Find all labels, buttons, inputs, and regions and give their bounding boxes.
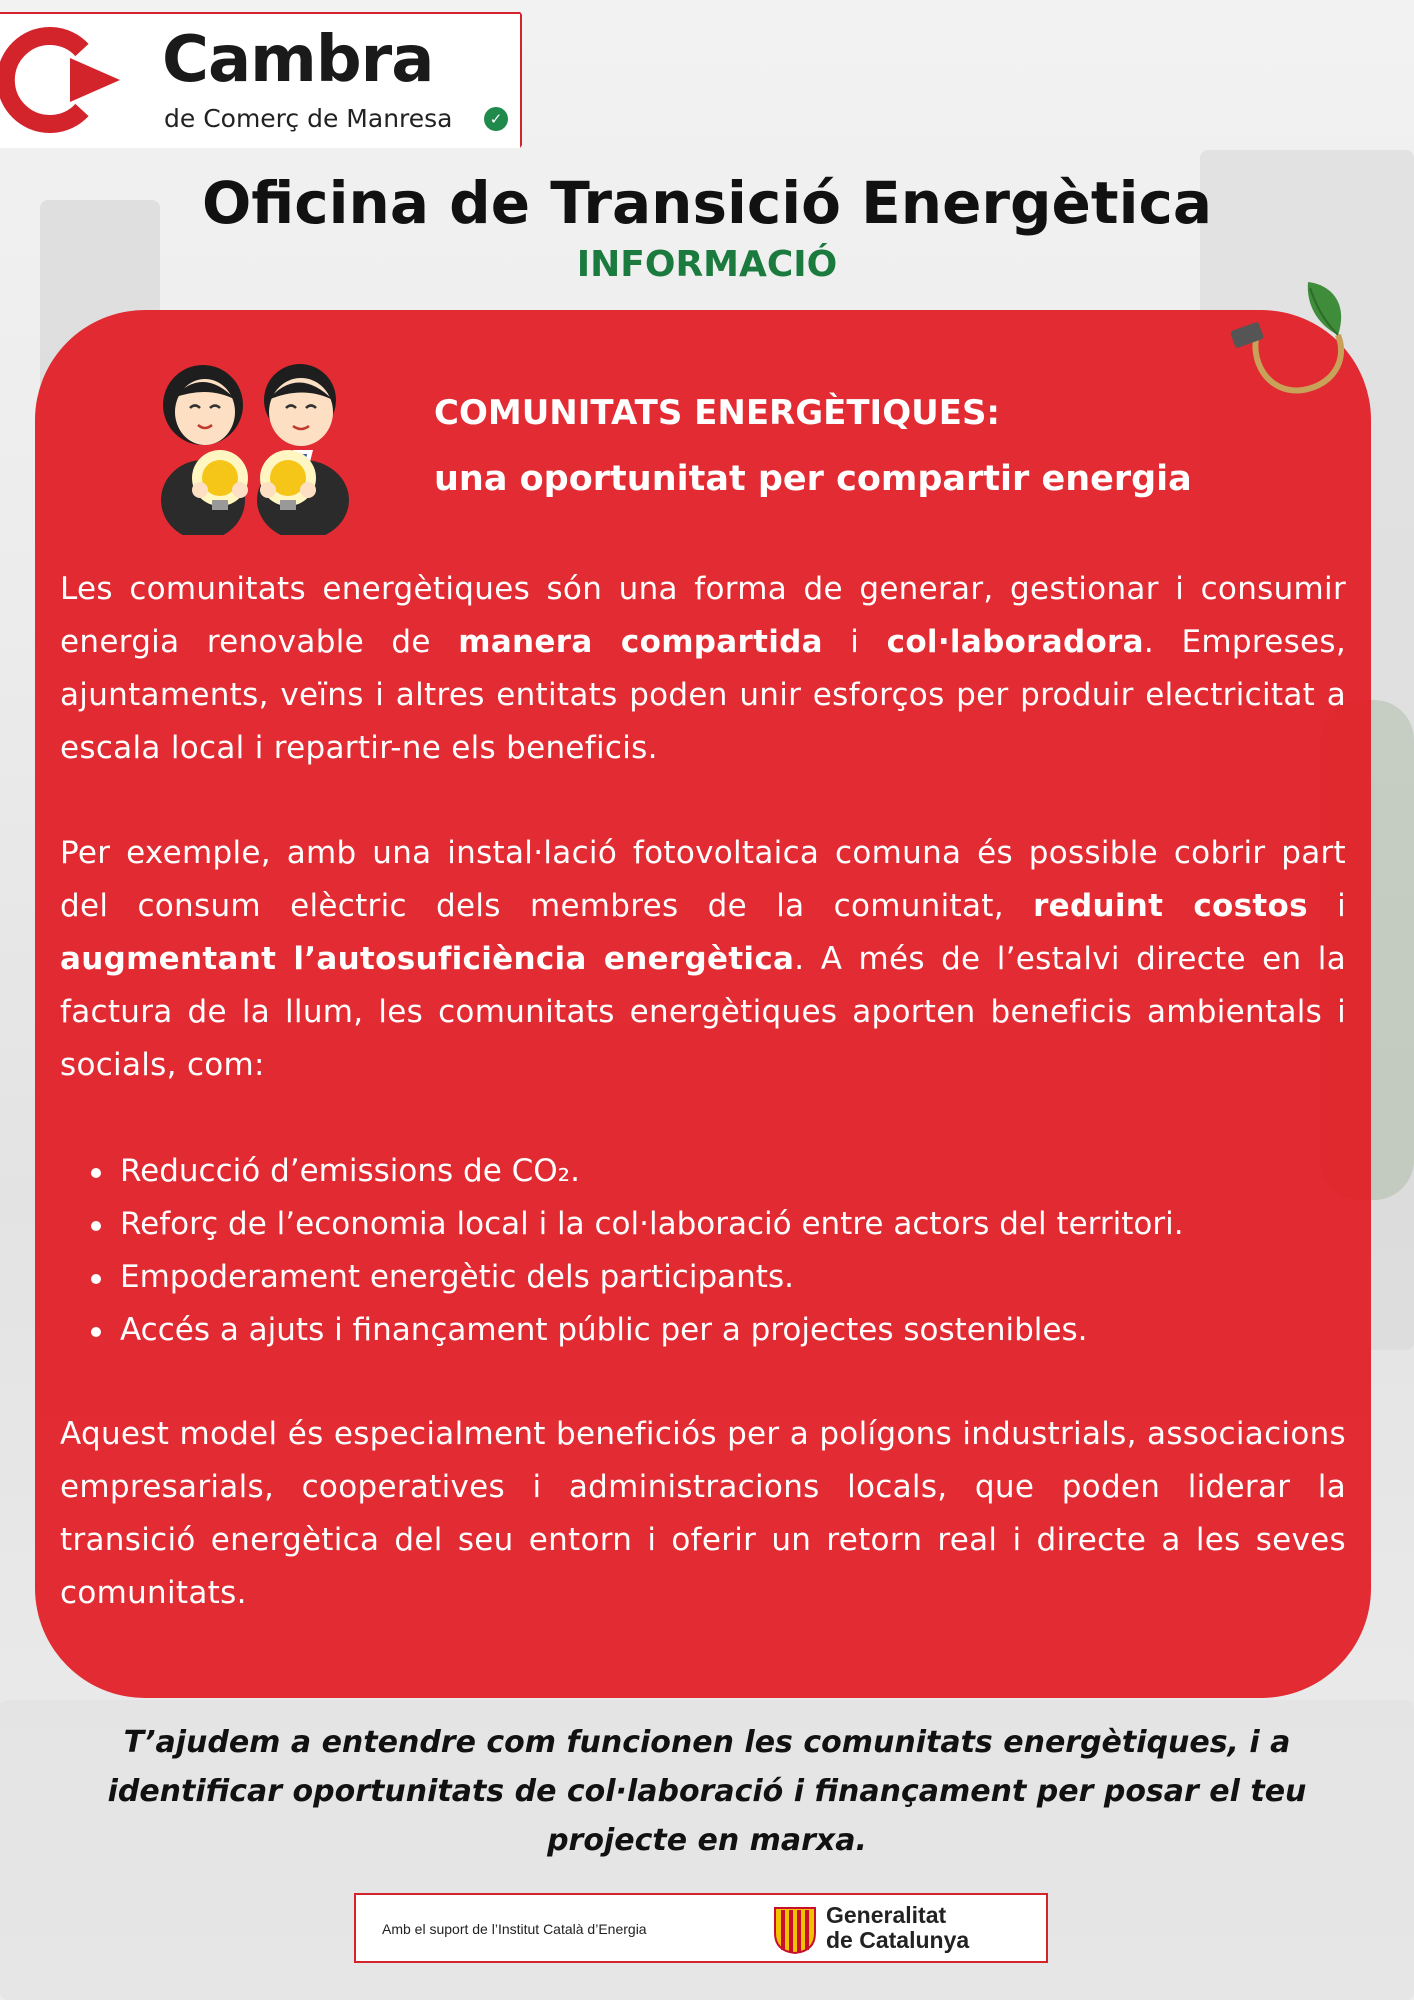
card-heading: COMUNITATS ENERGÈTIQUES: — [434, 393, 1001, 433]
list-item: Accés a ajuts i finançament públic per a projectes sostenibles. — [60, 1304, 1346, 1357]
cambra-logo-icon — [0, 12, 150, 148]
gencat-line1: Generalitat — [826, 1902, 947, 1928]
list-item: Reforç de l’economia local i la col·laboració entre actors del territori. — [60, 1198, 1346, 1251]
text-span: Les comunitats energètiques són una forma de generar, gestionar i consumir energia renovable de — [60, 571, 1346, 660]
paragraph-example — [60, 827, 1346, 1092]
page-subtitle: INFORMACIÓ — [576, 244, 838, 285]
paragraph-model: Aquest model és especialment beneficiós per a polígons industrials, associacions empresarials, cooperatives i administracions locals, que poden liderar la transició energètica del seu entorn i oferir un retorn real i directe a les seves comunitats. — [60, 1416, 1346, 1611]
bold-text: augmentant l’autosuficiència energètica — [60, 941, 795, 977]
text-span: Per exemple, amb una instal·lació fotovoltaica comuna és possible cobrir part del consum elèctric dels membres de la comunitat, — [60, 835, 1346, 924]
paragraph-intro — [60, 563, 1346, 775]
text-span: i — [822, 624, 887, 660]
gencat-logo-text — [826, 1903, 969, 1953]
card-subheading: una oportunitat per compartir energia — [434, 459, 1192, 499]
page-title: Oficina de Transició Energètica — [202, 169, 1212, 237]
support-box — [354, 1893, 1048, 1963]
bold-text: col·laboradora — [886, 624, 1144, 660]
gencat-line2: de Catalunya — [826, 1927, 970, 1953]
list-item: Empoderament energètic dels participants. — [60, 1251, 1346, 1304]
logo-subtitle: de Comerç de Manresa — [164, 104, 453, 133]
gencat-emblem-icon — [772, 1905, 818, 1955]
benefits-list — [60, 1145, 1346, 1357]
closing-message: T’ajudem a entendre com funcionen les comunitats energètiques, i a identificar oportunitats de col·laboració i finançament per posar el teu projecte en marxa. — [107, 1725, 1307, 1858]
check-icon: ✓ — [484, 107, 508, 131]
support-text: Amb el suport de l’Institut Català d’Energia — [382, 1921, 647, 1937]
bold-text: manera compartida — [458, 624, 823, 660]
list-item: Reducció d’emissions de CO₂. — [60, 1145, 1346, 1198]
text-span: . Empreses, ajuntaments, veïns i altres entitats poden unir esforços per produir electricitat a escala local i repartir-ne els beneficis. — [60, 624, 1346, 766]
bold-text: reduint costos — [1033, 888, 1308, 924]
people-with-lightbulbs-icon — [148, 350, 368, 535]
plug-leaf-icon — [1228, 280, 1358, 410]
logo-name: Cambra — [162, 23, 434, 97]
text-span: i — [1307, 888, 1346, 924]
text-span: . A més de l’estalvi directe en la factura de la llum, les comunitats energètiques aporten beneficis ambientals i socials, com: — [60, 941, 1346, 1083]
